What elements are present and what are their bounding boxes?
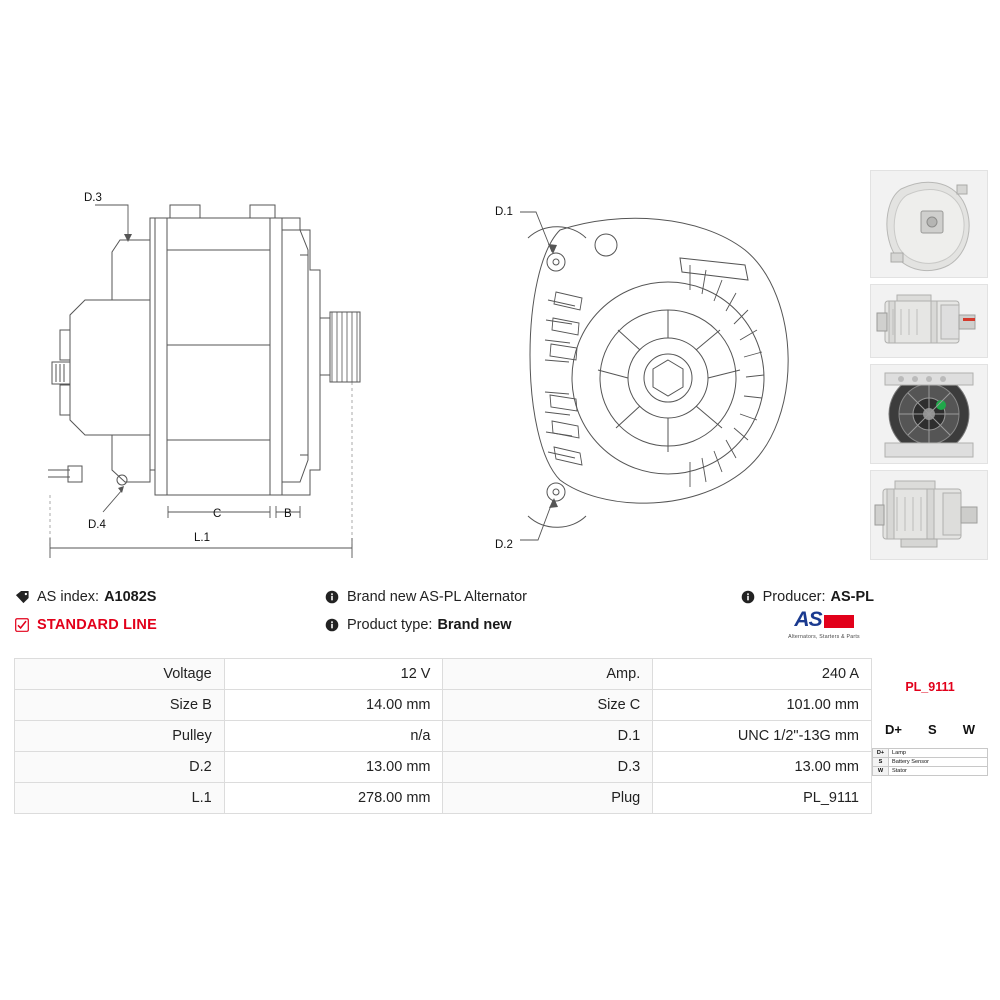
spec-value: 13.00 mm	[224, 752, 443, 783]
photo-front-angle-view[interactable]	[870, 470, 988, 560]
table-row	[15, 783, 872, 814]
producer	[654, 589, 874, 605]
info-icon	[740, 589, 756, 605]
legend-row	[873, 758, 988, 767]
spec-value: 14.00 mm	[224, 690, 443, 721]
info-icon	[324, 617, 340, 633]
producer-value: AS-PL	[830, 589, 874, 605]
plug-code-label: PL_9111	[905, 680, 955, 694]
info-row-primary	[14, 583, 874, 611]
label-d1: D.1	[495, 206, 513, 218]
as-index-label: AS index:	[37, 589, 100, 605]
spec-value: 12 V	[224, 659, 443, 690]
table-row	[15, 690, 872, 721]
standard-line-badge	[14, 617, 324, 633]
pin-header-0: D+	[885, 722, 902, 737]
spec-value: UNC 1/2"-13G mm	[653, 721, 872, 752]
aspl-logo-subtitle: Alternators, Starters & Parts	[788, 634, 860, 640]
check-box-icon	[14, 617, 30, 633]
spec-value: 240 A	[653, 659, 872, 690]
spec-value: 13.00 mm	[653, 752, 872, 783]
spec-key: Amp.	[443, 659, 653, 690]
label-c: C	[213, 508, 222, 520]
legend-row	[873, 767, 988, 776]
legend-desc: Lamp	[889, 749, 988, 758]
as-index	[14, 589, 324, 605]
pin-header-1: S	[928, 722, 937, 737]
table-row	[15, 752, 872, 783]
product-photo-thumbnails	[870, 170, 990, 566]
spec-key: L.1	[15, 783, 225, 814]
as-index-value: A1082S	[104, 589, 157, 605]
photo-rear-view[interactable]	[870, 364, 988, 464]
info-row-secondary	[14, 611, 874, 639]
plug-pin-legend	[872, 748, 988, 776]
label-b: B	[284, 508, 292, 520]
spec-key: D.3	[443, 752, 653, 783]
legend-row	[873, 749, 988, 758]
info-icon	[324, 589, 340, 605]
label-d3: D.3	[84, 192, 102, 204]
product-type	[324, 617, 654, 633]
aspl-brand-logo	[776, 608, 872, 640]
spec-key: Size B	[15, 690, 225, 721]
spec-key: D.2	[15, 752, 225, 783]
label-d4: D.4	[88, 519, 106, 531]
legend-pin: W	[873, 767, 889, 776]
specification-table	[14, 658, 872, 814]
aspl-logo-text: AS	[794, 608, 822, 631]
spec-key: Voltage	[15, 659, 225, 690]
spec-key: Plug	[443, 783, 653, 814]
photo-side-view[interactable]	[870, 284, 988, 358]
product-type-label: Product type:	[347, 617, 433, 633]
label-d2: D.2	[495, 539, 513, 551]
legend-desc: Battery Sensor	[889, 758, 988, 767]
label-l1: L.1	[194, 532, 210, 544]
spec-key: Pulley	[15, 721, 225, 752]
legend-pin: S	[873, 758, 889, 767]
spec-value: n/a	[224, 721, 443, 752]
legend-desc: Stator	[889, 767, 988, 776]
brand-new-title	[324, 589, 654, 605]
spec-key: D.1	[443, 721, 653, 752]
tag-icon	[14, 589, 30, 605]
plug-pin-headers	[872, 722, 988, 737]
pin-header-2: W	[962, 722, 975, 737]
photo-top-view[interactable]	[870, 170, 988, 278]
aspl-logo-bar	[824, 615, 854, 628]
product-type-value: Brand new	[437, 617, 512, 633]
spec-value: PL_9111	[653, 783, 872, 814]
legend-pin: D+	[873, 749, 889, 758]
standard-line-text: STANDARD LINE	[37, 617, 157, 633]
producer-label: Producer:	[762, 589, 826, 605]
spec-key: Size C	[443, 690, 653, 721]
spec-value: 101.00 mm	[653, 690, 872, 721]
spec-value: 278.00 mm	[224, 783, 443, 814]
table-row	[15, 659, 872, 690]
product-info-block	[14, 583, 874, 639]
brand-new-title-text: Brand new AS-PL Alternator	[347, 589, 528, 605]
table-row	[15, 721, 872, 752]
